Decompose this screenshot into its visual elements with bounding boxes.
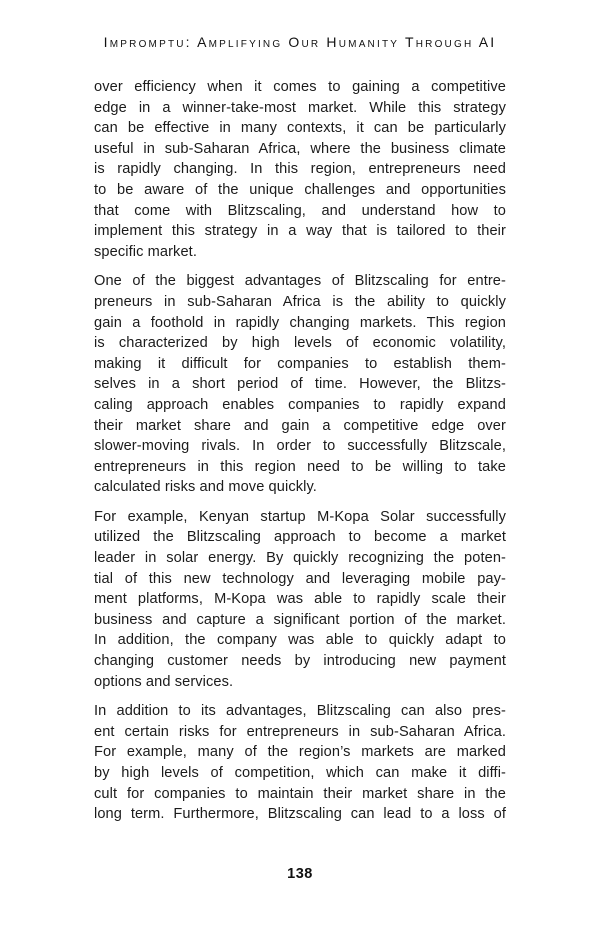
text-line: calculated risks and move quickly. [94, 479, 317, 496]
body-text [94, 77, 506, 825]
text-line: implement this strategy in a way that is tailored to their [94, 223, 506, 240]
text-line: long term. Furthermore, Blitzscaling can lead to a loss of [94, 806, 506, 823]
text-line: For example, Kenyan startup M-Kopa Solar successfully [94, 508, 506, 525]
text-line: over efficiency when it comes to gaining a competitive [94, 79, 506, 95]
text-line: cult for companies to maintain their market share in the [94, 785, 506, 802]
page-number: 138 [287, 866, 313, 882]
text-line: by high levels of competition, which can make it diffi- [94, 765, 506, 781]
text-line: business and capture a significant portion of the market. [94, 611, 506, 628]
text-line: leader in solar energy. By quickly recognizing the poten- [94, 550, 506, 567]
text-line: utilized the Blitzscaling approach to become a market [94, 529, 506, 546]
text-line: edge in a winner-take-most market. While this strategy [94, 99, 506, 116]
text-line: In addition to its advantages, Blitzscaling can also pres- [94, 703, 506, 720]
text-line: changing customer needs by introducing new payment [94, 653, 506, 670]
text-line: can be effective in many contexts, it can be particularly [94, 120, 506, 137]
text-line: tial of this new technology and leveraging mobile pay- [94, 570, 506, 587]
text-line: For example, many of the region’s markets are marked [94, 744, 506, 761]
running-header: Impromptu: Amplifying Our Humanity Through AI [103, 34, 497, 50]
text-line: options and services. [94, 673, 234, 690]
text-line: preneurs in sub-Saharan Africa is the ability to quickly [94, 293, 506, 310]
text-line: selves in a short period of time. However, the Blitzs- [94, 376, 506, 393]
text-line: caling approach enables companies to rapidly expand [94, 396, 506, 413]
text-line: slower-moving rivals. In order to successfully Blitzscale, [94, 438, 506, 455]
text-line: In addition, the company was able to quickly adapt to [94, 632, 506, 649]
text-line: that come with Blitzscaling, and understand how to [94, 202, 506, 219]
text-line: making it difficult for companies to establish them- [94, 355, 506, 372]
text-line: One of the biggest advantages of Blitzscaling for entre- [94, 273, 506, 290]
text-line: gain a foothold in rapidly changing markets. This region [94, 314, 506, 331]
text-line: is rapidly changing. In this region, entrepreneurs need [94, 161, 506, 178]
text-line: ment platforms, M-Kopa was able to rapidly scale their [94, 591, 506, 608]
text-line: entrepreneurs in this region need to be willing to take [94, 458, 506, 475]
text-line: useful in sub-Saharan Africa, where the business climate [94, 140, 506, 157]
paragraph [94, 77, 506, 262]
text-line: to be aware of the unique challenges and opportunities [94, 181, 506, 198]
paragraph [94, 701, 506, 825]
text-line: their market share and gain a competitive edge over [94, 417, 506, 434]
text-line: ent certain risks for entrepreneurs in sub-Saharan Africa. [94, 723, 506, 740]
paragraph [94, 507, 506, 692]
paragraph [94, 271, 506, 498]
text-line: is characterized by high levels of economic volatility, [94, 335, 506, 352]
text-line: specific market. [94, 243, 197, 260]
